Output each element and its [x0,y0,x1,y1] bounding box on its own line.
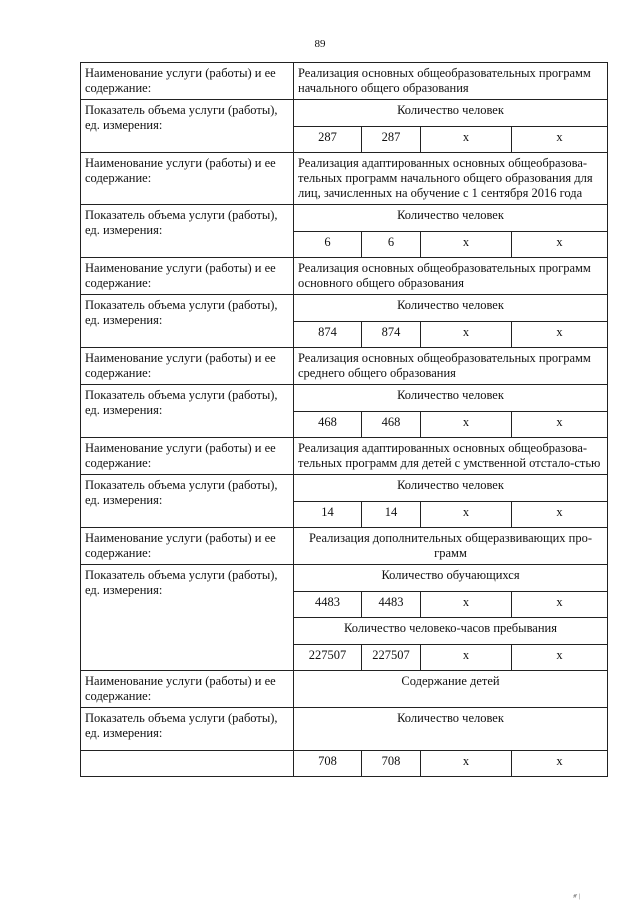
value-cell: 468 [294,412,362,438]
service-description: Реализация основных общеобразовательных программ основного общего образования [294,258,608,295]
service-row [81,671,608,708]
service-name-label: Наименование услуги (работы) и ее содержание: [81,348,294,385]
value-cell: х [421,502,512,528]
value-cell: х [512,502,608,528]
volume-unit-row [81,475,608,502]
service-row [81,438,608,475]
corner-mark: #' | [573,894,580,900]
value-cell: 6 [362,232,421,258]
service-name-label: Наименование услуги (работы) и ее содержание: [81,528,294,565]
unit-of-measure: Количество человек [294,475,608,502]
value-cell: 874 [362,322,421,348]
service-description: Реализация основных общеобразовательных программ начального общего образования [294,63,608,100]
value-cell: х [512,232,608,258]
value-cell: х [421,592,512,618]
value-cell: 227507 [362,645,421,671]
unit-of-measure: Количество человек [294,100,608,127]
service-description: Реализация основных общеобразовательных программ среднего общего образования [294,348,608,385]
value-cell: 468 [362,412,421,438]
value-cell: х [421,751,512,777]
service-row [81,153,608,205]
empty-cell [81,751,294,777]
volume-indicator-label: Показатель объема услуги (работы), ед. измерения: [81,385,294,438]
unit-of-measure: Количество человек [294,708,608,751]
value-cell: х [421,127,512,153]
value-cell: х [421,322,512,348]
service-name-label: Наименование услуги (работы) и ее содержание: [81,63,294,100]
value-cell: 14 [362,502,421,528]
unit-of-measure: Количество человеко-часов пребывания [294,618,608,645]
volume-indicator-label: Показатель объема услуги (работы), ед. измерения: [81,708,294,751]
value-cell: 14 [294,502,362,528]
volume-unit-row [81,295,608,322]
value-cell: х [421,412,512,438]
value-cell: 287 [362,127,421,153]
value-cell: 874 [294,322,362,348]
unit-of-measure: Количество человек [294,295,608,322]
value-cell: 227507 [294,645,362,671]
value-cell: 4483 [362,592,421,618]
service-name-label: Наименование услуги (работы) и ее содержание: [81,258,294,295]
value-cell: х [421,232,512,258]
service-name-label: Наименование услуги (работы) и ее содержание: [81,438,294,475]
volume-unit-row [81,708,608,751]
service-name-label: Наименование услуги (работы) и ее содержание: [81,671,294,708]
unit-of-measure: Количество обучающихся [294,565,608,592]
volume-unit-row [81,205,608,232]
service-row [81,258,608,295]
service-name-label: Наименование услуги (работы) и ее содержание: [81,153,294,205]
volume-indicator-label: Показатель объема услуги (работы), ед. измерения: [81,475,294,528]
page-number: 89 [314,38,326,50]
volume-indicator-label: Показатель объема услуги (работы), ед. измерения: [81,565,294,671]
volume-unit-row [81,100,608,127]
volume-unit-row [81,385,608,412]
value-cell: х [512,751,608,777]
service-row [81,63,608,100]
value-cell: х [512,322,608,348]
value-cell: х [512,412,608,438]
value-cell: 6 [294,232,362,258]
value-cell: 4483 [294,592,362,618]
services-table [80,62,608,777]
value-cell: х [512,592,608,618]
service-row [81,348,608,385]
service-description: Реализация адаптированных основных общеобразова-тельных программ начального общего образования для лиц, зачисленных на обучение с 1 сентября 2016 года [294,153,608,205]
value-cell: х [421,645,512,671]
unit-of-measure: Количество человек [294,205,608,232]
value-cell: х [512,127,608,153]
service-description: Реализация адаптированных основных общеобразова-тельных программ для детей с умственной отстало-стью [294,438,608,475]
value-cell: 287 [294,127,362,153]
value-cell: х [512,645,608,671]
unit-of-measure: Количество человек [294,385,608,412]
values-row [81,751,608,777]
volume-unit-row [81,565,608,592]
value-cell: 708 [362,751,421,777]
volume-indicator-label: Показатель объема услуги (работы), ед. измерения: [81,100,294,153]
service-row [81,528,608,565]
service-description: Реализация дополнительных общеразвивающих про-грамм [294,528,608,565]
service-description: Содержание детей [294,671,608,708]
volume-indicator-label: Показатель объема услуги (работы), ед. измерения: [81,295,294,348]
value-cell: 708 [294,751,362,777]
volume-indicator-label: Показатель объема услуги (работы), ед. измерения: [81,205,294,258]
